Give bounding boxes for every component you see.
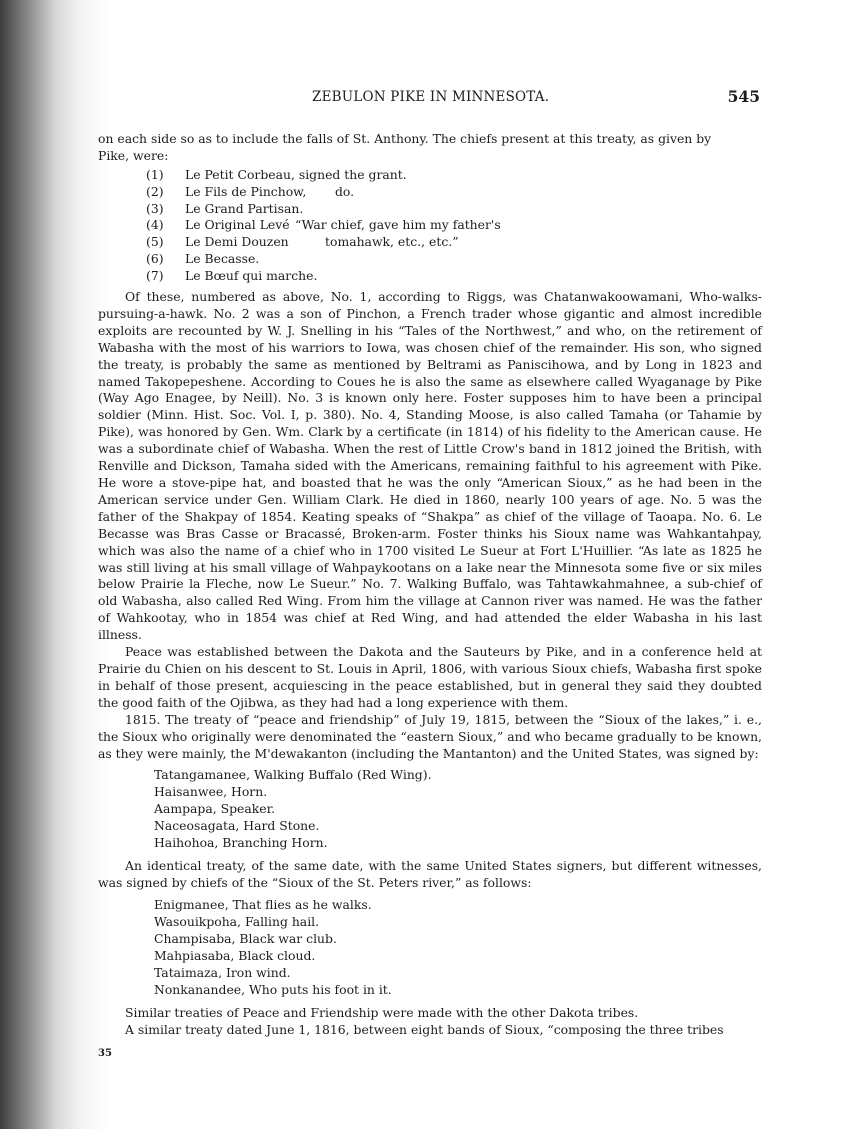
chief-number: (4)	[146, 217, 164, 233]
chief-name: Le Petit Corbeau, signed the grant.	[185, 166, 407, 182]
signer-item: Mahpiasaba, Black cloud.	[154, 948, 316, 964]
running-title: ZEBULON PIKE IN MINNESOTA.	[312, 89, 550, 105]
paragraph-treaty-1816: A similar treaty dated June 1, 1816, between eight bands of Sioux, “composing the three tribes	[125, 1022, 724, 1038]
paragraph-identical-treaty: An identical treaty, of the same date, with the same United States signers, but different witnesses, was signed by chiefs of the “Sioux of the St. Peters river,” as follows:	[98, 858, 762, 891]
signers-list-st-peters	[154, 897, 762, 999]
signer-item: Haihohoa, Branching Horn.	[154, 835, 328, 851]
chief-item	[146, 268, 762, 285]
chief-item	[146, 217, 762, 234]
signer-item: Tatangamanee, Walking Buffalo (Red Wing).	[154, 767, 432, 783]
chief-item	[146, 251, 762, 268]
signer-item: Aampapa, Speaker.	[154, 801, 276, 817]
paragraph-treaty-1815: 1815. The treaty of “peace and friendship” of July 19, 1815, between the “Sioux of the lakes,” i. e., the Sioux who originally were denominated the “eastern Sioux,” and who became gradually to be known, as they were mainly, the M'dewakanton (including the Mantanton) and the United States, was signed by:	[98, 711, 762, 761]
signature-mark: 35	[98, 1048, 112, 1059]
chief-remark: do.	[335, 183, 355, 199]
chief-item	[146, 184, 762, 201]
chief-name: Le Bœuf qui marche.	[185, 268, 318, 284]
signer-item: Nonkanandee, Who puts his foot in it.	[154, 982, 392, 998]
chief-remark: “War chief, gave him my father's	[295, 217, 501, 233]
page-header	[98, 89, 762, 111]
chief-name: Le Demi Douzen	[185, 234, 289, 250]
chief-item	[146, 167, 762, 184]
chief-name: Le Becasse.	[185, 251, 260, 267]
page-number: 545	[727, 87, 760, 106]
chief-remark: tomahawk, etc., etc.”	[325, 234, 459, 250]
paragraph-chiefs-notes: Of these, numbered as above, No. 1, according to Riggs, was Chatanwakoowamani, Who-walks-pursuing-a-hawk. No. 2 was a son of Pinchon, a French trader whose gigantic and almost incredible exploits are recounted by W. J. Snelling in his “Tales of the Northwest,” and who, on the retirement of Wabasha with the most of his warriors to Iowa, was chosen chief of the remainder. His son, who signed the treaty, is probably the same as mentioned by Beltrami as Paniscihowa, and by Long in 1823 and named Takopepeshene. According to Coues he is also the same as elsewhere called Wyaganage by Pike (Way Ago Enagee, by Neill). No. 3 is known only here. Foster supposes him to have been a principal soldier (Minn. Hist. Soc. Vol. I, p. 380). No. 4, Standing Moose, is also called Tamaha (or Tahamie by Pike), was honored by Gen. Wm. Clark by a certificate (in 1814) of his fidelity to the American cause. He was a subordinate chief of Wabasha. When the rest of Little Crow's band in 1812 joined the British, with Renville and Dickson, Tamaha sided with the Americans, remaining faithful to his agreement with Pike. He wore a stove-pipe hat, and boasted that he was the only “American Sioux,” as he had been in the American service under Gen. William Clark. He died in 1860, nearly 100 years of age. No. 5 was the father of the Shakpay of 1854. Keating speaks of “Shakpa” as chief of the village of Taoapa. No. 6. Le Becasse was Bras Casse or Bracassé, Broken-arm. Foster thinks his Sioux name was Wahkantahpay, which was also the name of a chief who in 1700 visited Le Sueur at Fort L'Huillier. “As late as 1825 he was still living at his small village of Wahpaykootans on a lake near the Minnesota some five or six miles below Prairie la Fleche, now Le Sueur.” No. 7. Walking Buffalo, was Tahtawkahmahnee, a sub-chief of old Wabasha, also called Red Wing. From him the village at Cannon river was named. He was the father of Wahkootay, who in 1854 was chief at Red Wing, and had attended the elder Wabasha in his last illness.	[98, 289, 762, 643]
chief-item	[146, 201, 762, 218]
intro-line-1: on each side so as to include the falls of St. Anthony. The chiefs present at this treaty, as given by	[98, 131, 712, 146]
signer-item: Naceosagata, Hard Stone.	[154, 818, 320, 834]
chief-number: (7)	[146, 268, 164, 284]
paragraph-similar-treaties: Similar treaties of Peace and Friendship were made with the other Dakota tribes.	[125, 1005, 639, 1021]
chief-number: (1)	[146, 166, 164, 182]
chief-number: (2)	[146, 183, 164, 199]
chief-number: (3)	[146, 200, 164, 216]
signer-item: Enigmanee, That flies as he walks.	[154, 897, 372, 913]
signer-item: Wasouikpoha, Falling hail.	[154, 914, 320, 930]
intro-line-2: Pike, were:	[98, 147, 169, 163]
chief-name: Le Original Levé	[185, 217, 290, 233]
paragraph-peace: Peace was established between the Dakota and the Sauteurs by Pike, and in a conference held at Prairie du Chien on his descent to St. Louis in April, 1806, with various Sioux chiefs, Wabasha first spoke in behalf of those present, acquiescing in the peace established, but in general they said they doubted the good faith of the Ojibwa, as they had had a long experience with them.	[98, 644, 762, 710]
chief-name: Le Grand Partisan.	[185, 200, 304, 216]
chief-number: (5)	[146, 234, 164, 250]
chiefs-list	[146, 167, 762, 285]
signer-item: Haisanwee, Horn.	[154, 784, 268, 800]
chief-item	[146, 234, 762, 251]
signer-item: Tataimaza, Iron wind.	[154, 965, 291, 981]
signer-item: Champisaba, Black war club.	[154, 931, 337, 947]
chief-number: (6)	[146, 251, 164, 267]
chief-name: Le Fils de Pinchow,	[185, 183, 307, 199]
signers-list-lakes	[154, 767, 762, 852]
page-body	[98, 131, 762, 1039]
